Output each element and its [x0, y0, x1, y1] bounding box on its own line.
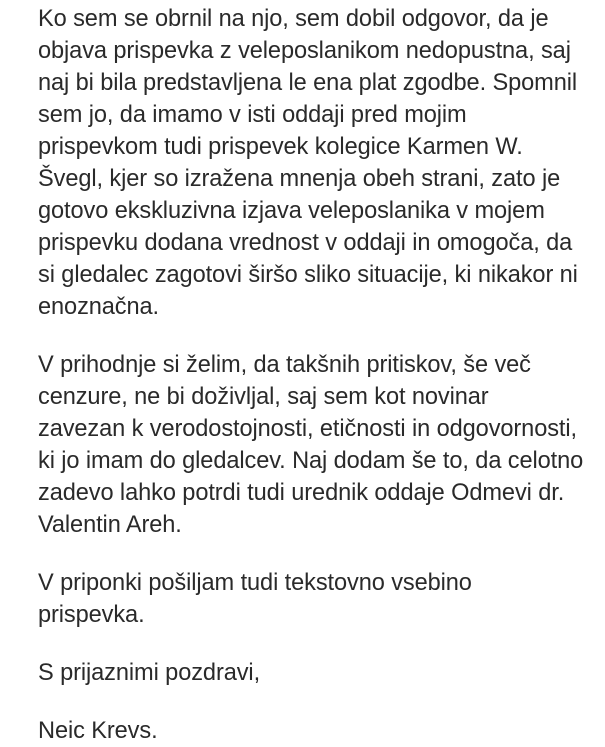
paragraph-signature	[38, 715, 598, 747]
text-line: enoznačna.	[38, 294, 160, 320]
paragraph-spacer	[38, 689, 598, 715]
text-line: V priponki pošiljam tudi tekstovno vsebino	[38, 570, 472, 596]
text-line: Valentin Areh.	[38, 512, 182, 538]
text-line: ki jo imam do gledalcev. Naj dodam še to, da celotno	[38, 448, 584, 474]
paragraph-spacer	[38, 631, 598, 657]
text-line: objava prispevka z veleposlanikom nedopustna, saj	[38, 38, 571, 64]
text-line: zavezan k verodostojnosti, etičnosti in odgovornosti,	[38, 416, 577, 442]
text-line: prispevka.	[38, 602, 145, 628]
paragraph-greeting	[38, 657, 598, 689]
text-line: sem jo, da imamo v isti oddaji pred mojim	[38, 102, 467, 128]
text-line: Švegl, kjer so izražena mnenja obeh strani, zato je	[38, 166, 561, 192]
paragraph-attachment	[38, 567, 598, 631]
text-line: naj bi bila predstavljena le ena plat zgodbe. Spomnil	[38, 70, 578, 96]
text-line: V prihodnje si želim, da takšnih pritiskov, še več	[38, 352, 531, 378]
text-line: Ko sem se obrnil na njo, sem dobil odgovor, da je	[38, 6, 549, 32]
paragraph-reply	[38, 3, 598, 323]
signature-name: Neic Krevs.	[38, 718, 158, 744]
text-line: prispevku dodana vrednost v oddaji in omogoča, da	[38, 230, 573, 256]
letter-body	[38, 0, 598, 747]
text-line: gotovo ekskluzivna izjava veleposlanika v mojem	[38, 198, 545, 224]
text-line: prispevkom tudi prispevek kolegice Karmen W.	[38, 134, 523, 160]
paragraph-spacer	[38, 541, 598, 567]
text-line: cenzure, ne bi doživljal, saj sem kot novinar	[38, 384, 489, 410]
paragraph-future	[38, 349, 598, 541]
text-line: zadevo lahko potrdi tudi urednik oddaje Odmevi dr.	[38, 480, 565, 506]
text-line: S prijaznimi pozdravi,	[38, 660, 261, 686]
text-line: si gledalec zagotovi širšo sliko situacije, ki nikakor ni	[38, 262, 578, 288]
paragraph-spacer	[38, 323, 598, 349]
